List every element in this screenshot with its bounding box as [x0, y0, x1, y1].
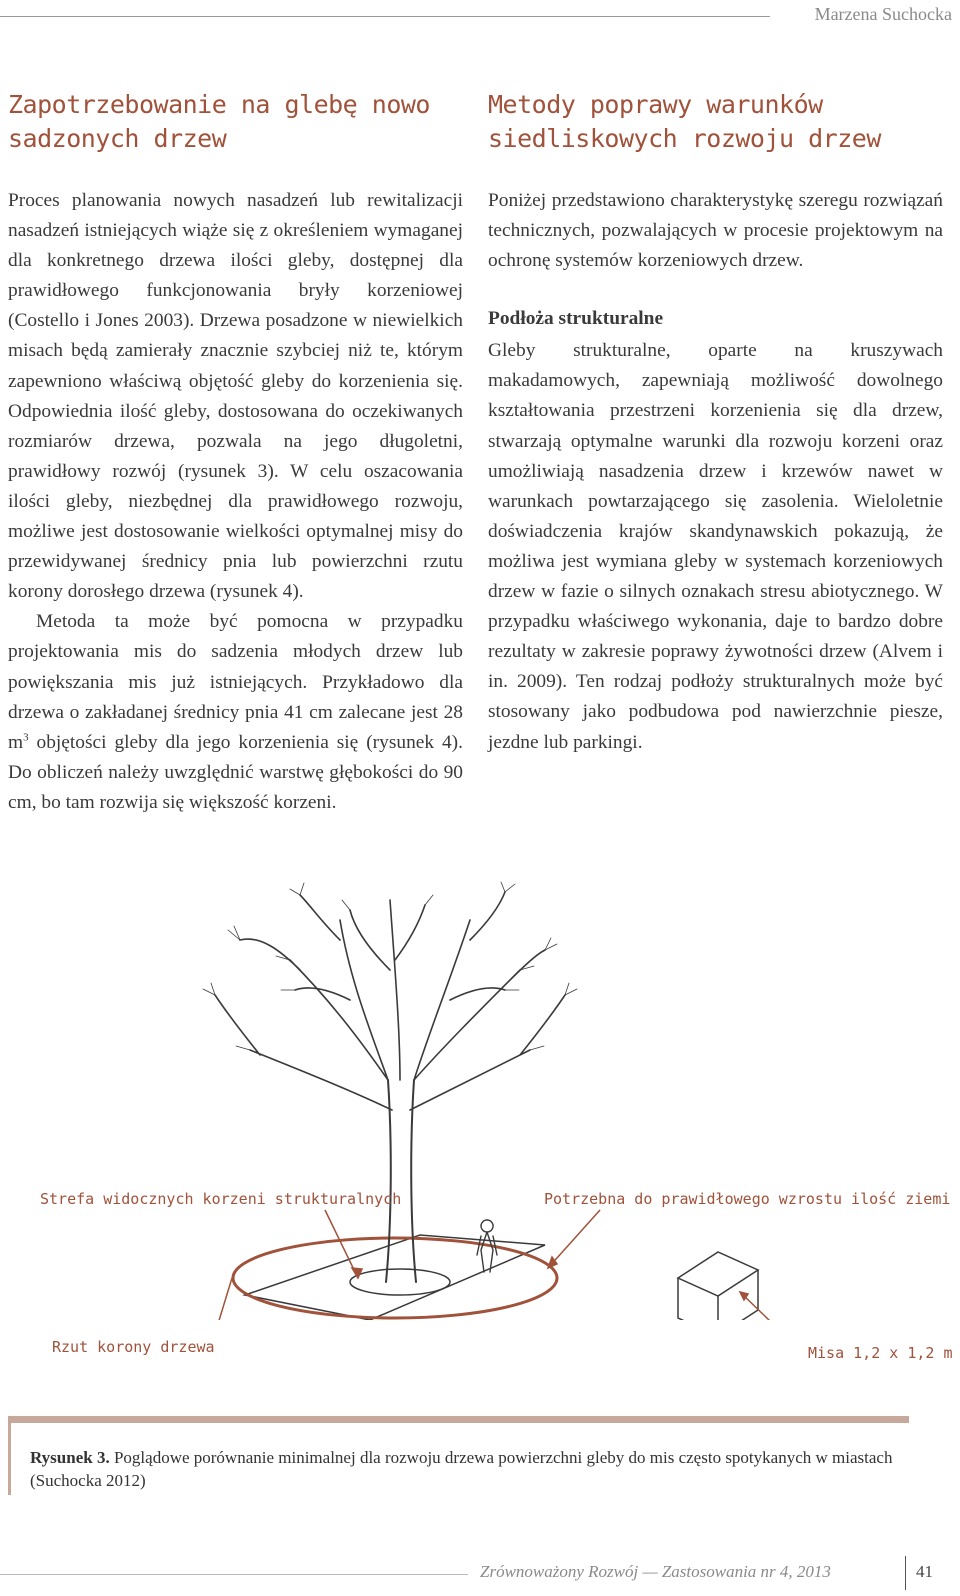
right-column: [488, 88, 943, 758]
planter-pit-top: [678, 1252, 758, 1296]
paragraph: Poniżej przedstawiono charakterystykę szeregu rozwiązań technicznych, pozwalających w procesie projektowym na ochronę systemów korzeniowych drzew.: [488, 190, 943, 272]
tree-drawing: [0, 880, 960, 1320]
section-title-methods: Metody poprawy warunków siedliskowych rozwoju drzew: [488, 90, 881, 153]
caption-text: Poglądowe porównanie minimalnej dla rozwoju drzewa powierzchni gleby do mis często spotykanych w miastach (Suchocka 2012): [30, 1448, 893, 1490]
left-column: [8, 88, 463, 818]
subheading-structural-soils: Podłoża strukturalne: [488, 308, 664, 330]
paragraph: [8, 607, 463, 818]
caption-label: Rysunek 3.: [30, 1448, 110, 1467]
footer-rule: [0, 1574, 468, 1575]
label-planter-pit: Misa 1,2 x 1,2 m: [808, 1344, 953, 1362]
page-number: 41: [916, 1562, 933, 1581]
figure-caption: [30, 1446, 900, 1492]
section-title-soil-demand: Zapotrzebowanie na glebę nowo sadzonych drzew: [8, 90, 430, 153]
footer-separator: [905, 1556, 906, 1590]
paragraph-text: objętości gleby dla jego korzenienia się (rysunek 4). Do obliczeń należy uwzględnić warstwę głębokości do 90 cm, bo tam rozwija się większość korzeni.: [8, 731, 463, 813]
leader-crown: [210, 1278, 232, 1320]
paragraph: Gleby strukturalne, oparte na kruszywach makadamowych, zapewniają możliwość dowolnego kształtowania przestrzeni korzenienia się dla drzew, stwarzają optymalne warunki dla rozwoju korzeni oraz umożliwiają nasadzenia drzew i krzewów nawet w warunkach powtarzającego się zasolenia. Wieloletnie doświadczenia krajów skandynawskich pokazują, że możliwa jest wymiana gleby w systemach korzeniowych drzew w fazie o silnych oznakach stresu abiotycznego. W przypadku właściwego wykonania, daje to bardzo dobre rezultaty w zakresie poprawy żywotności drzew (Alvem i in. 2009). Ten rodzaj podłoży strukturalnych może być stosowany jako podbudowa pod nawierzchnie piesze, jezdne lub parkingi.: [488, 340, 943, 753]
paragraph-text: Metoda ta może być pomocna w przypadku projektowania mis do sadzenia młodych drzew lub powiększania mis już istniejących. Przykładowo dla drzewa o zakładanej średnicy pnia 41 cm zalecane jest 28 m: [8, 611, 463, 753]
label-soil-needed: Potrzebna do prawidłowego wzrostu ilość ziemi: [544, 1190, 951, 1208]
leader-soil: [548, 1210, 600, 1268]
footer-journal-title: Zrównoważony Rozwój — Zastosowania nr 4, 2013: [480, 1562, 831, 1581]
running-header-author: Marzena Suchocka: [814, 4, 952, 24]
paragraph: Proces planowania nowych nasadzeń lub rewitalizacji nasadzeń istniejących wiąże się z określeniem wymaganej dla konkretnego drzewa ilości gleby, dostępnej dla prawidłowego funkcjonowania bryły korzeniowej (Costello i Jones 2003). Drzewa posadzone w niewielkich misach będą zamierały znacznie szybciej niż te, którym zapewniono właściwą objętość gleby do korzenienia się. Odpowiednia ilość gleby, dostosowana do oczekiwanych rozmiarów drzewa, pozwala na jego długoletni, prawidłowy rozwój (rysunek 3). W celu oszacowania ilości gleby, niezbędnej dla prawidłowego rozwoju, możliwe jest dostosowanie wielkości optymalnej misy do przewidywanej średnicy pnia lub powierzchni rzutu korony dorosłego drzewa (rysunek 4).: [8, 190, 463, 603]
label-crown-projection: Rzut korony drzewa: [52, 1338, 215, 1356]
tree-branches: [215, 892, 565, 1110]
figure-tree-illustration: [0, 880, 960, 1362]
label-visible-roots: Strefa widocznych korzeni strukturalnych: [40, 1190, 402, 1208]
header-rule: [0, 16, 770, 17]
superscript: 3: [23, 731, 29, 744]
